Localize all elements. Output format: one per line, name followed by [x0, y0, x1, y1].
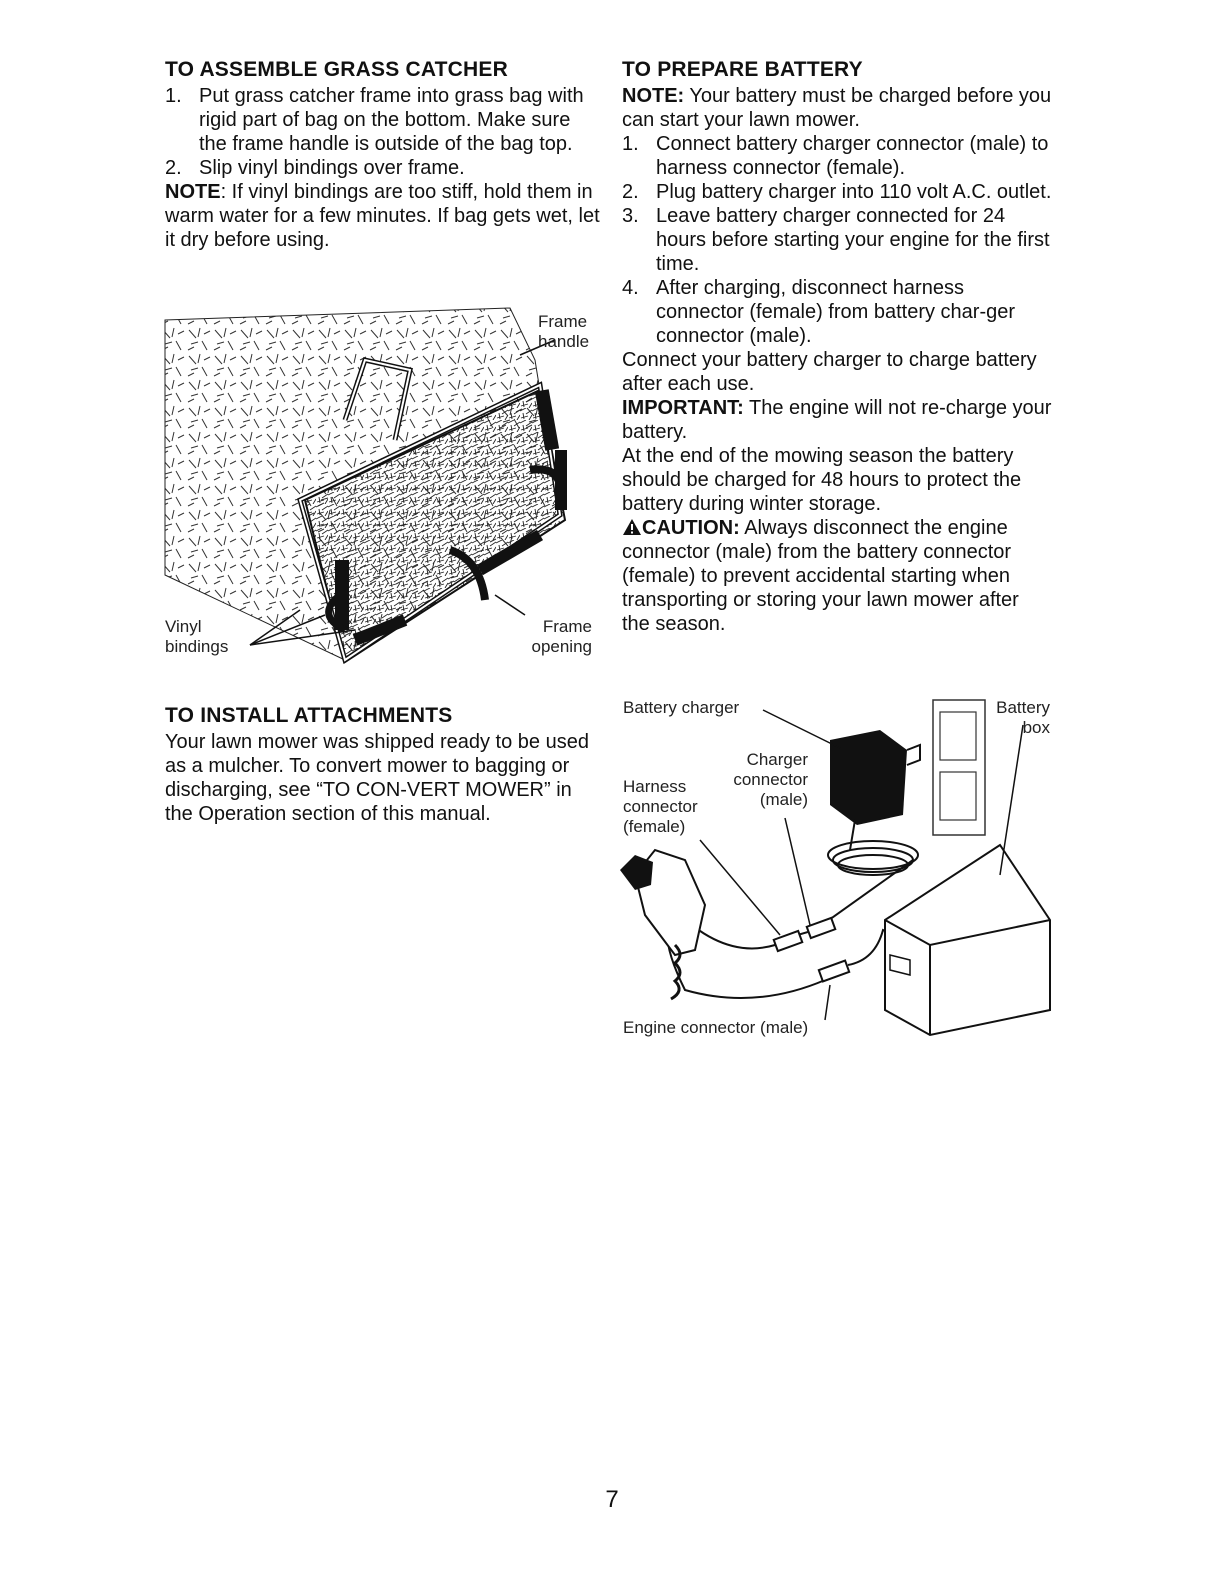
- assemble-step: 2. Slip vinyl bindings over frame.: [165, 157, 465, 179]
- frame-handle-label: Frame handle: [538, 312, 590, 351]
- battery-step: 4. After charging, disconnect harness connector (female) from battery char-ger connector (male).: [622, 277, 1016, 347]
- note-label: NOTE: [165, 181, 221, 203]
- install-text: Your lawn mower was shipped ready to be used as a mulcher. To convert mower to bagging or discharging, see “TO CON-VERT MOWER” in the Operation section of this manual.: [165, 731, 589, 825]
- battery-title: TO PREPARE BATTERY: [622, 58, 863, 81]
- frame-opening-label: Frame opening: [531, 617, 592, 656]
- assemble-section: [165, 58, 600, 252]
- warning-icon: [622, 518, 642, 536]
- charger-connector-label: Charger connector (male): [733, 750, 808, 809]
- charge-after-use: Connect your battery charger to charge battery after each use.: [622, 349, 1037, 395]
- assemble-steps: [165, 84, 600, 180]
- battery-charger-label: Battery charger: [623, 698, 740, 717]
- page-number: 7: [605, 1486, 619, 1513]
- battery-charger-illustration: [615, 690, 1060, 1050]
- assemble-title: TO ASSEMBLE GRASS CATCHER: [165, 58, 508, 81]
- season-text: At the end of the mowing season the battery should be charged for 48 hours to protect the battery during winter storage.: [622, 445, 1022, 515]
- battery-section: [622, 58, 1052, 636]
- install-section: [165, 704, 595, 826]
- battery-box-label: Battery box: [996, 698, 1050, 737]
- harness-connector-label: Harness connector (female): [623, 777, 698, 836]
- assemble-step: 1. Put grass catcher frame into grass bag with rigid part of bag on the bottom. Make sure the frame handle is outside of the bag top.: [165, 85, 584, 155]
- caution-note: CAUTION: Always disconnect the engine connector (male) from the battery connector (female) to prevent accidental starting when transporting or storing your lawn mower after the season.: [622, 517, 1019, 635]
- engine-connector-label: Engine connector (male): [623, 1018, 809, 1037]
- battery-steps: [622, 132, 1052, 348]
- install-title: TO INSTALL ATTACHMENTS: [165, 704, 453, 727]
- grass-catcher-illustration: [160, 300, 600, 670]
- assemble-note: NOTE: If vinyl bindings are too stiff, hold them in warm water for a few minutes. If bag gets wet, let it dry before using.: [165, 181, 600, 251]
- battery-step: 3. Leave battery charger connected for 24 hours before starting your engine for the first time.: [622, 205, 1050, 275]
- battery-step: 2. Plug battery charger into 110 volt A.C. outlet.: [622, 181, 1052, 203]
- vinyl-bindings-label: Vinyl bindings: [165, 617, 229, 656]
- battery-step: 1. Connect battery charger connector (male) to harness connector (female).: [622, 133, 1049, 179]
- battery-note: NOTE: Your battery must be charged before you can start your lawn mower.: [622, 85, 1052, 131]
- important-note: IMPORTANT: The engine will not re-charge your battery.: [622, 397, 1052, 443]
